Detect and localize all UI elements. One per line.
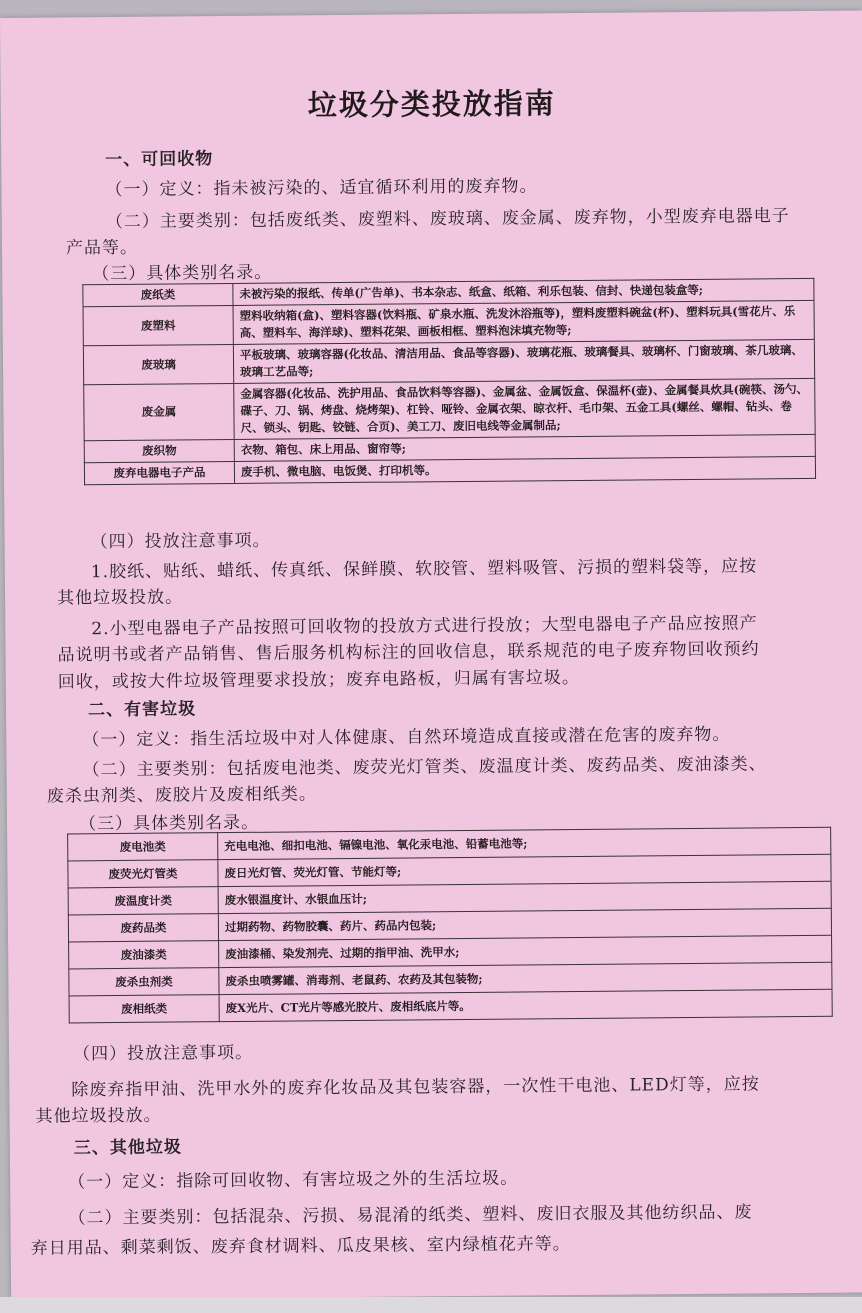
- section-3-heading: 三、其他垃圾: [73, 1137, 182, 1159]
- desk-surface: [0, 1297, 862, 1313]
- section-1-definition: （一）定义：指未被污染的、适宜循环利用的废弃物。: [105, 176, 538, 201]
- category-name: 废玻璃: [83, 344, 233, 384]
- category-name: 废织物: [84, 439, 234, 462]
- section-2-note-line2: 其他垃圾投放。: [35, 1105, 162, 1127]
- category-name: 废金属: [84, 383, 234, 440]
- category-items: 金属容器(化妆品、洗护用品、食品饮料等容器)、金属盆、金属饭盒、保温杯(壶)、金属餐具炊具(碗筷、汤勺、碟子、刀、锅、烤盘、烧烤架)、杠铃、哑铃、金属衣架、晾衣杆、毛巾架、五金工具(螺丝、螺帽、钻头、卷尺、锁头、钥匙、铰链、合页)、美工刀、废旧电线等金属制品;: [234, 378, 815, 439]
- category-items: 过期药物、药物胶囊、药片、药品内包装;: [218, 908, 831, 940]
- category-items: 废水银温度计、水银血压计;: [218, 881, 831, 913]
- category-name: 废纸类: [83, 283, 233, 306]
- category-items: 衣物、箱包、床上用品、窗帘等;: [234, 434, 815, 461]
- section-2-list-title: （三）具体类别名录。: [78, 812, 260, 835]
- category-name: 废杀虫剂类: [69, 968, 219, 996]
- category-name: 废油漆类: [69, 941, 219, 969]
- category-items: 废日光灯管、荧光灯管、节能灯等;: [218, 854, 831, 886]
- section-1-list-title: （三）具体类别名录。: [92, 262, 273, 285]
- category-items: 塑料收纳箱(盒)、塑料容器(饮料瓶、矿泉水瓶、洗发沐浴瓶等)，塑料废塑料碗盆(杯)、塑料玩具(雪花片、乐高、塑料车、海洋球)、塑料花架、画板相框、塑料泡沫填充物等;: [233, 300, 814, 344]
- table-row: [84, 378, 815, 440]
- table-row: [83, 300, 814, 345]
- category-items: 废杀虫喷雾罐、消毒剂、老鼠药、农药及其包装物;: [219, 962, 832, 994]
- section-1-note2-line1: 2.小型电器电子产品按照可回收物的投放方式进行投放；大型电器电子产品应按照产: [91, 613, 758, 640]
- category-name: 废电池类: [68, 833, 218, 861]
- section-1-note1-line2: 其他垃圾投放。: [56, 587, 184, 609]
- table-row: [69, 989, 832, 1023]
- category-items: 充电电池、细扣电池、镉镍电池、氧化汞电池、铅蓄电池等;: [218, 827, 831, 859]
- section-1-note2-line3: 回收，或按大件垃圾管理要求投放；废弃电路板，归属有害垃圾。: [57, 667, 580, 693]
- section-1-heading: 一、可回收物: [105, 149, 214, 171]
- category-items: 废X光片、CT光片等感光胶片、废相纸底片等。: [219, 989, 832, 1021]
- section-1-types-line2: 产品等。: [65, 237, 139, 259]
- section-2-heading: 二、有害垃圾: [87, 699, 197, 721]
- category-items: 废油漆桶、染发剂壳、过期的指甲油、洗甲水;: [219, 935, 832, 967]
- category-name: 废相纸类: [69, 995, 219, 1023]
- category-name: 废药品类: [68, 914, 218, 942]
- section-1-types-line1: （二）主要类别：包括废纸类、废塑料、废玻璃、废金属、废弃物，小型废弃电器电子: [105, 206, 790, 233]
- category-items: 废手机、微电脑、电饭煲、打印机等。: [234, 456, 815, 483]
- section-2-types-line2: 废杀虫剂类、废胶片及废相纸类。: [46, 784, 317, 807]
- section-2-note-line1: 除废弃指甲油、洗甲水外的废弃化妆品及其包装容器，一次性干电池、LED灯等，应按: [71, 1074, 760, 1101]
- section-3-types-line2: 弃日用品、剩菜剩饭、废弃食材调料、瓜皮果核、室内绿植花卉等。: [30, 1234, 571, 1259]
- hazardous-table: [67, 827, 833, 1024]
- section-2-definition: （一）定义：指生活垃圾中对人体健康、自然环境造成直接或潜在危害的废弃物。: [82, 724, 731, 751]
- section-1-notes-title: （四）投放注意事项。: [90, 530, 271, 553]
- category-name: 废温度计类: [68, 887, 218, 915]
- category-name: 废弃电器电子产品: [84, 461, 234, 484]
- section-1-note1-line1: 1.胶纸、贴纸、蜡纸、传真纸、保鲜膜、软胶管、塑料吸管、污损的塑料袋等，应按: [90, 556, 758, 583]
- section-2-notes-title: （四）投放注意事项。: [72, 1042, 254, 1065]
- category-name: 废荧光灯管类: [68, 860, 218, 888]
- section-1-note2-line2: 品说明书或者产品销售、售后服务机构标注的回收信息，联系规范的电子废弃物回收预约: [57, 639, 760, 666]
- category-name: 废塑料: [83, 305, 233, 345]
- section-3-types-line1: （二）主要类别：包括混杂、污损、易混淆的纸类、塑料、废旧衣服及其他纺织品、废: [68, 1202, 753, 1229]
- section-3-definition: （一）定义：指除可回收物、有害垃圾之外的生活垃圾。: [68, 1168, 519, 1193]
- table-row: [83, 339, 814, 384]
- category-items: 平板玻璃、玻璃容器(化妆品、清洁用品、食品等容器)、玻璃花瓶、玻璃餐具、玻璃杯、门窗玻璃、茶几玻璃、玻璃工艺品等;: [233, 339, 814, 383]
- recyclables-table: [82, 278, 816, 485]
- section-2-types-line1: （二）主要类别：包括废电池类、废荧光灯管类、废温度计类、废药品类、废油漆类、: [82, 754, 767, 781]
- document-title: 垃圾分类投放指南: [307, 86, 556, 123]
- category-items: 未被污染的报纸、传单(广告单)、书本杂志、纸盒、纸箱、利乐包装、信封、快递包装盒等;: [233, 278, 814, 305]
- document-sheet: [0, 10, 862, 1299]
